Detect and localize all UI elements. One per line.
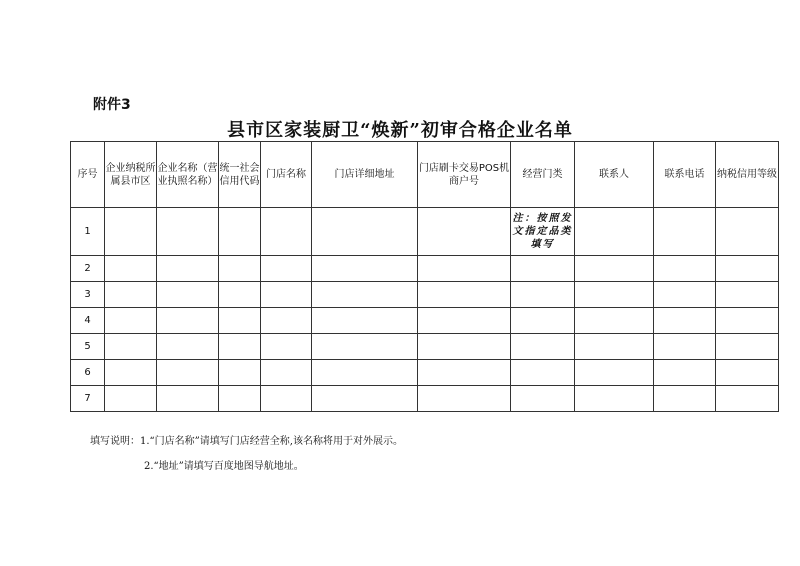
cell[interactable] <box>219 386 261 412</box>
header-company-name: 企业名称（营业执照名称） <box>157 142 219 208</box>
cell[interactable] <box>418 208 511 256</box>
cell[interactable] <box>157 282 219 308</box>
row-number: 1 <box>71 208 105 256</box>
cell[interactable] <box>654 282 716 308</box>
cell[interactable] <box>654 386 716 412</box>
cell[interactable] <box>105 208 157 256</box>
cell[interactable] <box>716 256 779 282</box>
header-seq: 序号 <box>71 142 105 208</box>
cell[interactable] <box>511 308 575 334</box>
cell[interactable] <box>418 360 511 386</box>
cell[interactable] <box>575 282 654 308</box>
cell[interactable] <box>575 308 654 334</box>
cell[interactable] <box>157 386 219 412</box>
table-row <box>71 282 779 308</box>
cell[interactable] <box>511 256 575 282</box>
header-tax-district: 企业纳税所属县市区 <box>105 142 157 208</box>
cell[interactable] <box>219 360 261 386</box>
cell[interactable] <box>312 308 418 334</box>
attachment-label: 附件3 <box>93 97 131 113</box>
cell[interactable] <box>418 282 511 308</box>
cell[interactable] <box>511 360 575 386</box>
header-store-name: 门店名称 <box>261 142 312 208</box>
cell[interactable] <box>654 256 716 282</box>
table-row <box>71 360 779 386</box>
cell[interactable] <box>105 282 157 308</box>
header-pos-merchant-id: 门店刷卡交易POS机商户号 <box>418 142 511 208</box>
cell[interactable] <box>261 308 312 334</box>
cell[interactable] <box>511 386 575 412</box>
table-row <box>71 208 779 256</box>
cell[interactable] <box>261 334 312 360</box>
cell[interactable] <box>312 256 418 282</box>
company-list-table <box>70 141 779 412</box>
header-row <box>71 142 779 208</box>
category-note: 注：按照发文指定品类填写 <box>511 208 575 256</box>
header-business-category: 经营门类 <box>511 142 575 208</box>
cell[interactable] <box>511 282 575 308</box>
cell[interactable] <box>157 360 219 386</box>
cell[interactable] <box>418 256 511 282</box>
cell[interactable] <box>716 282 779 308</box>
cell[interactable] <box>261 282 312 308</box>
table-row <box>71 334 779 360</box>
footnote-line-1: 填写说明：1.“门店名称”请填写门店经营全称,该名称将用于对外展示。 <box>90 436 403 447</box>
cell[interactable] <box>575 386 654 412</box>
row-number: 3 <box>71 282 105 308</box>
cell[interactable] <box>575 334 654 360</box>
cell[interactable] <box>312 334 418 360</box>
cell[interactable] <box>261 256 312 282</box>
header-store-address: 门店详细地址 <box>312 142 418 208</box>
cell[interactable] <box>654 360 716 386</box>
cell[interactable] <box>716 334 779 360</box>
cell[interactable] <box>418 308 511 334</box>
cell[interactable] <box>575 360 654 386</box>
cell[interactable] <box>418 334 511 360</box>
row-number: 2 <box>71 256 105 282</box>
row-number: 7 <box>71 386 105 412</box>
cell[interactable] <box>157 208 219 256</box>
row-number: 5 <box>71 334 105 360</box>
header-credit-code: 统一社会信用代码 <box>219 142 261 208</box>
table-row <box>71 308 779 334</box>
cell[interactable] <box>716 208 779 256</box>
cell[interactable] <box>418 386 511 412</box>
cell[interactable] <box>219 256 261 282</box>
cell[interactable] <box>575 208 654 256</box>
cell[interactable] <box>312 386 418 412</box>
cell[interactable] <box>716 360 779 386</box>
cell[interactable] <box>261 208 312 256</box>
cell[interactable] <box>312 208 418 256</box>
page-title: 县市区家装厨卫“焕新”初审合格企业名单 <box>227 120 573 141</box>
cell[interactable] <box>312 282 418 308</box>
header-tax-credit-rating: 纳税信用等级 <box>716 142 779 208</box>
table-row <box>71 386 779 412</box>
cell[interactable] <box>654 334 716 360</box>
table-row <box>71 256 779 282</box>
cell[interactable] <box>261 360 312 386</box>
cell[interactable] <box>219 282 261 308</box>
cell[interactable] <box>219 208 261 256</box>
cell[interactable] <box>654 208 716 256</box>
row-number: 6 <box>71 360 105 386</box>
cell[interactable] <box>105 334 157 360</box>
header-contact-phone: 联系电话 <box>654 142 716 208</box>
cell[interactable] <box>575 256 654 282</box>
cell[interactable] <box>219 308 261 334</box>
cell[interactable] <box>105 360 157 386</box>
cell[interactable] <box>312 360 418 386</box>
cell[interactable] <box>157 256 219 282</box>
cell[interactable] <box>105 308 157 334</box>
cell[interactable] <box>261 386 312 412</box>
cell[interactable] <box>716 386 779 412</box>
cell[interactable] <box>105 386 157 412</box>
header-contact-person: 联系人 <box>575 142 654 208</box>
cell[interactable] <box>511 334 575 360</box>
cell[interactable] <box>157 308 219 334</box>
cell[interactable] <box>157 334 219 360</box>
footnote-line-2: 2.“地址”请填写百度地图导航地址。 <box>144 461 304 472</box>
cell[interactable] <box>219 334 261 360</box>
cell[interactable] <box>105 256 157 282</box>
cell[interactable] <box>654 308 716 334</box>
row-number: 4 <box>71 308 105 334</box>
cell[interactable] <box>716 308 779 334</box>
